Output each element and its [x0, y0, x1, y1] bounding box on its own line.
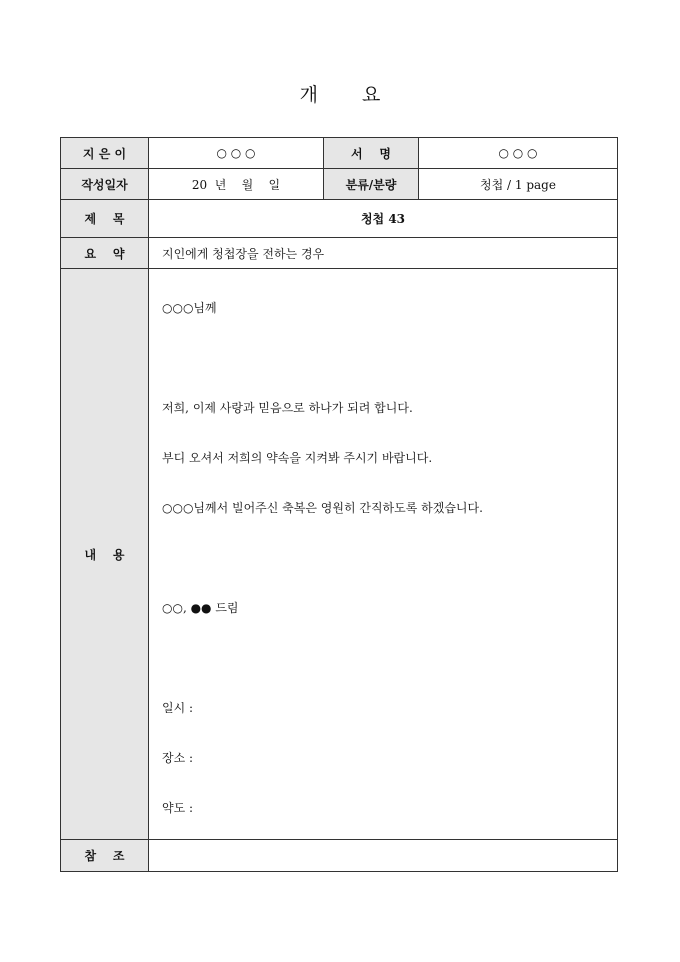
date-field: 일시 :: [162, 701, 194, 715]
reference-row: [61, 840, 618, 872]
summary-value: 지인에게 청첩장을 전하는 경우: [149, 238, 618, 269]
author-value: ○ ○ ○: [149, 138, 324, 169]
category-value: 청첩 / 1 page: [419, 169, 618, 200]
reference-label: 참 조: [61, 840, 149, 872]
content-line-1: 저희, 이제 사랑과 믿음으로 하나가 되려 합니다.: [162, 401, 413, 415]
place-field: 장소 :: [162, 751, 194, 765]
content-body: [149, 269, 618, 840]
summary-label: 요 약: [61, 238, 149, 269]
map-field: 약도 :: [162, 801, 194, 815]
salutation: ○○○님께: [162, 301, 217, 315]
overview-table: [60, 137, 618, 872]
signature: ○○, ●● 드림: [162, 601, 239, 615]
content-line-2: 부디 오셔서 저희의 약속을 지켜봐 주시기 바랍니다.: [162, 451, 433, 465]
author-label: 지 은 이: [61, 138, 149, 169]
subject-label: 제 목: [61, 200, 149, 238]
reference-value: [149, 840, 618, 872]
document-title: [0, 80, 680, 107]
subject-value: 청첩 43: [149, 200, 618, 238]
book-value: ○ ○ ○: [419, 138, 618, 169]
title-part-1: 개: [299, 84, 318, 106]
content-label: 내 용: [61, 269, 149, 840]
author-row: [61, 138, 618, 169]
date-label: 작성일자: [61, 169, 149, 200]
category-label: 분류/분량: [324, 169, 419, 200]
summary-row: [61, 238, 618, 269]
title-part-2: 요: [362, 84, 381, 106]
book-label: 서 명: [324, 138, 419, 169]
content-line-3: ○○○님께서 빌어주신 축복은 영원히 간직하도록 하겠습니다.: [162, 501, 483, 515]
date-value: 20 년 월 일: [149, 169, 324, 200]
content-row: [61, 269, 618, 840]
date-row: [61, 169, 618, 200]
subject-row: [61, 200, 618, 238]
